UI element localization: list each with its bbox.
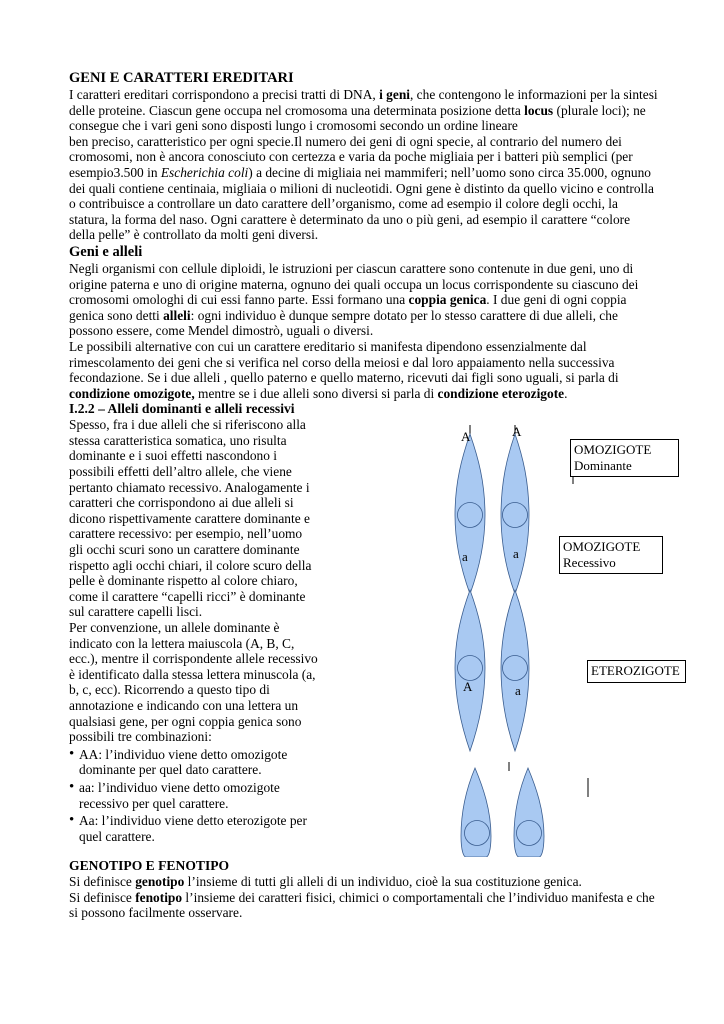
label-omozigote-dominante [570, 439, 679, 477]
text-run: ben preciso, caratteristico per ogni specie.Il numero dei geni di ogni specie, al contrario del numero dei cromosomi, non è ancora conosciuto con certezza e varia da poche migliaia per i batteri più semplici (per esempio3.500 in [69, 133, 633, 180]
bold-term-geni: i geni [379, 87, 410, 102]
list-item [69, 813, 319, 844]
bold-term-genotipo: genotipo [135, 874, 185, 890]
label-omozigote-recessivo [559, 536, 663, 574]
bullet-icon: • [69, 812, 75, 829]
section-title-genotipo-fenotipo: GENOTIPO E FENOTIPO [69, 858, 230, 874]
list-item [69, 747, 319, 778]
bullet-icon: • [69, 745, 75, 762]
chromosome-pair-omozigote-dominante [455, 425, 573, 594]
paragraph-geni-intro [69, 87, 659, 134]
text-run: l’insieme dei caratteri fisici, chimici o comportamentali che l’individuo manifesta e che si possono facilmente osservare. [69, 889, 655, 921]
text-run: Si definisce [69, 889, 136, 905]
alleli-section [69, 417, 680, 858]
label-line: Dominante [574, 457, 632, 473]
paragraph-genotipo [69, 874, 659, 890]
bold-term-eterozigote: condizione eterozigote [437, 385, 565, 401]
italic-term-ecoli: Escherichia coli [160, 164, 249, 180]
section-title-alleli-dominanti: I.2.2 – Alleli dominanti e alleli recessivi [69, 401, 295, 417]
text-run: , che contengono le informazioni per la sintesi delle proteine. Ciascun gene occupa nel cromosoma una determinata posizione detta [69, 87, 658, 118]
text-run: I caratteri ereditari corrispondono a precisi tratti di DNA, [69, 87, 380, 102]
text-run: : ogni individuo è dunque sempre dotato per lo stesso carattere di due alleli, che possono essere, come Mendel dimostrò, uguali o diversi. [69, 307, 618, 339]
paragraph-numero-geni [69, 134, 659, 243]
paragraph-coppia-genica [69, 261, 659, 339]
text-run: Le possibili alternative con cui un carattere ereditario si manifesta dipendono essenzialmente dal rimescolamento dei geni che si verifica nel corso della meiosi e dal loro appaiamento nella successiva fecondazione. Se i due alleli , quello paterno e quello materno, ricevuti dai figli sono uguali, si parla di [69, 338, 619, 386]
list-item-text: AA: l’individuo viene detto omozigote dominante per quel dato carattere. [79, 746, 288, 778]
label-line: Recessivo [563, 554, 616, 570]
section-title-geni-caratteri: GENI E CARATTERI EREDITARI [69, 70, 294, 86]
label-line: OMOZIGOTE [574, 442, 652, 458]
bold-term-alleli: alleli [163, 307, 191, 323]
text-run: . [564, 385, 568, 401]
chromosome-drawing [362, 412, 662, 857]
text-run: l’insieme di tutti gli alleli di un individuo, cioè la sua costituzione genica. [184, 874, 582, 890]
bold-term-fenotipo: fenotipo [135, 889, 183, 905]
centromere [465, 821, 490, 846]
chromosome-pair-eterozigote [461, 768, 588, 857]
section-title-geni-alleli: Geni e alleli [69, 243, 143, 260]
label-line: ETEROZIGOTE [591, 663, 680, 679]
text-run: mentre se i due alleli sono diversi si parla di [194, 385, 438, 401]
paragraph-convenzione: Per convenzione, un allele dominante è indicato con la lettera maiuscola (A, B, C, ecc.), mentre il corrispondente allele recessivo è identificato dalla stessa lettera minuscola (a, b, c, ecc). Ricorrendo a questo tipo di annotazione e indicando con una lettera un qualsiasi gene, per ogni coppia genica sono possibili tre combinazioni: [69, 620, 318, 745]
centromere [517, 821, 542, 846]
list-item-text: Aa: l’individuo viene detto eterozigote per quel carattere. [79, 813, 307, 844]
allele-label: a [515, 683, 521, 699]
allele-label: A [461, 429, 471, 445]
paragraph-dominante-recessivo: Spesso, fra i due alleli che si riferiscono alla stessa caratteristica somatica, uno risulta dominante e i suoi effetti nascondono i possibili effetti dell’altro allele, che viene pertanto chiamato recessivo. Analogamente i caratteri che corrispondono ai due alleli si dicono rispettivamente carattere dominante e carattere recessivo: per esempio, nell’uomo gli occhi scuri sono un carattere dominante rispetto agli occhi chiari, il colore scuro della pelle è dominante rispetto al colore chiaro, come il carattere “capelli ricci” è dominante sul carattere capelli lisci. [69, 417, 312, 620]
bold-term-coppia-genica: coppia genica [408, 292, 487, 308]
allele-label: A [512, 424, 522, 440]
genotipo-fenotipo-section [69, 858, 659, 921]
centromere [503, 656, 528, 681]
bold-term-locus: locus [524, 102, 554, 118]
bullet-icon: • [69, 778, 75, 795]
centromere [458, 656, 483, 681]
centromere [458, 503, 483, 528]
text-run: ) a decine di migliaia nei mammiferi; nell’uomo sono circa 35.000, ognuno dei quali contiene centinaia, migliaia o milioni di nucleotidi. Ogni gene è distinto da quello vicino e controlla o contribuisce a controllare un dato carattere dell’organismo, come ad esempio il colore degli occhi, la statura, la forma del naso. Ogni carattere è determinato da uno o più geni, ad esempio il carattere “colore della pelle” è controllato da molti geni diversi. [69, 164, 654, 243]
text-run: . I due geni di ogni coppia genica sono detti [69, 292, 627, 323]
allele-label: a [462, 549, 468, 565]
allele-label: a [513, 546, 519, 562]
label-line: OMOZIGOTE [563, 539, 641, 555]
list-item [69, 780, 319, 811]
label-eterozigote [587, 660, 686, 683]
chromosome-diagram [362, 412, 680, 857]
text-run: (plurale loci); ne consegue che i vari geni sono disposti lungo i cromosomi secondo un ordine lineare [69, 102, 646, 134]
text-run: Negli organismi con cellule diploidi, le istruzioni per ciascun carattere sono contenute in due geni, uno di origine paterna e uno di origine materna, ognuno dei quali occupa un locus corrispondente su ciascuno dei cromosomi omologhi di cui essi fanno parte. Essi formano una [69, 260, 639, 308]
paragraph-omozigote-eterozigote [69, 339, 659, 401]
centromere [503, 503, 528, 528]
list-item-text: aa: l’individuo viene detto omozigote recessivo per quel carattere. [79, 779, 280, 811]
bold-term-omozigote: condizione omozigote, [69, 385, 195, 401]
allele-label: A [463, 679, 473, 695]
alleli-text-column [69, 417, 319, 844]
document-page [69, 70, 680, 921]
text-run: Si definisce [69, 874, 136, 890]
paragraph-fenotipo [69, 890, 659, 921]
